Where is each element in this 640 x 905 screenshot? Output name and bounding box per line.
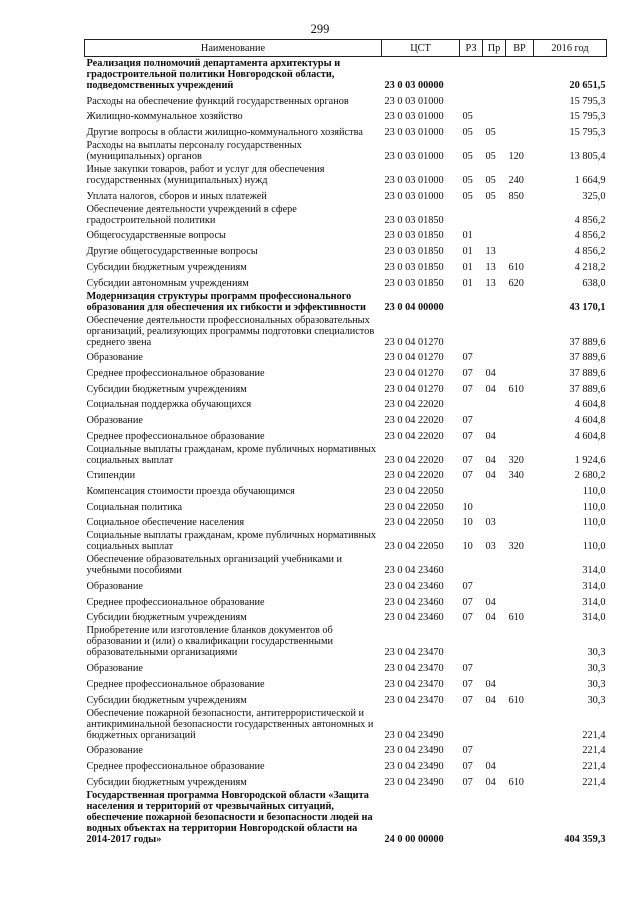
table-body	[85, 57, 607, 846]
cell-amount: 4 856,2	[574, 246, 606, 258]
cell-pr: 04	[485, 367, 496, 379]
cell-pr: 04	[485, 760, 496, 772]
cell-vr	[506, 349, 534, 365]
cell-vr	[506, 707, 534, 742]
table-row	[85, 742, 607, 758]
table-row	[85, 789, 607, 846]
cell-rz: 07	[462, 776, 473, 788]
cell-vr	[506, 108, 534, 124]
cell-name: Обеспечение пожарной безопасности, антитеррористической и антикриминальной безопасности государственных автономных и бюджетных организаций	[86, 707, 374, 741]
cell-pr: 04	[485, 776, 496, 788]
table-row	[85, 57, 607, 93]
page-number: 299	[310, 22, 330, 36]
cell-pr: 04	[485, 596, 496, 608]
table-row	[85, 290, 607, 314]
cell-pr: 04	[485, 694, 496, 706]
cell-vr: 240	[508, 175, 524, 187]
cell-rz: 07	[462, 430, 473, 442]
cell-cst: 23 0 04 22020	[384, 399, 444, 411]
table-row	[85, 242, 607, 258]
cell-rz: 01	[462, 261, 473, 273]
cell-cst: 23 0 03 01850	[384, 214, 444, 226]
cell-vr	[506, 553, 534, 577]
cell-name: Субсидии бюджетным учреждениям	[86, 612, 247, 624]
cell-vr	[506, 364, 534, 380]
cell-amount: 110,0	[582, 541, 606, 553]
cell-name: Стипендии	[86, 470, 136, 482]
table-row	[85, 314, 607, 349]
cell-cst: 23 0 04 01270	[384, 383, 444, 395]
cell-vr	[506, 57, 534, 93]
cell-amount: 221,4	[582, 745, 606, 757]
cell-pr	[483, 482, 506, 498]
cell-cst: 23 0 04 23460	[384, 565, 444, 577]
cell-cst: 23 0 04 22020	[384, 430, 444, 442]
cell-name: Социальное обеспечение населения	[86, 517, 245, 529]
cell-name: Среднее профессиональное образование	[86, 678, 265, 690]
cell-rz: 07	[462, 745, 473, 757]
cell-rz	[460, 290, 483, 314]
table-row	[85, 274, 607, 290]
cell-rz: 10	[462, 501, 473, 513]
cell-vr	[506, 203, 534, 227]
cell-cst: 23 0 04 23460	[384, 596, 444, 608]
table-row	[85, 380, 607, 396]
cell-pr: 04	[485, 678, 496, 690]
cell-vr	[506, 290, 534, 314]
cell-pr	[483, 411, 506, 427]
cell-cst: 23 0 04 23490	[384, 729, 444, 741]
table-row	[85, 427, 607, 443]
cell-cst: 23 0 04 23470	[384, 678, 444, 690]
cell-vr	[506, 227, 534, 243]
table-row	[85, 529, 607, 553]
cell-vr	[506, 427, 534, 443]
cell-vr	[506, 675, 534, 691]
cell-cst: 23 0 04 00000	[384, 301, 444, 313]
cell-amount: 37 889,6	[569, 336, 606, 348]
cell-vr: 610	[508, 612, 524, 624]
header-year: 2016 год	[534, 40, 607, 57]
table-row	[85, 139, 607, 163]
cell-amount: 110,0	[582, 501, 606, 513]
cell-name: Социальные выплаты гражданам, кроме публичных нормативных социальных выплат	[86, 443, 377, 466]
cell-name: Среднее профессиональное образование	[86, 760, 265, 772]
table-row	[85, 624, 607, 659]
cell-name: Субсидии бюджетным учреждениям	[86, 261, 247, 273]
cell-name: Образование	[86, 352, 143, 364]
table-row	[85, 691, 607, 707]
table-row	[85, 108, 607, 124]
cell-amount: 13 805,4	[569, 151, 606, 163]
cell-name: Субсидии бюджетным учреждениям	[86, 776, 247, 788]
cell-rz: 07	[462, 694, 473, 706]
cell-rz: 05	[462, 175, 473, 187]
cell-name: Образование	[86, 581, 143, 593]
cell-pr	[483, 577, 506, 593]
cell-rz: 07	[462, 612, 473, 624]
table-row	[85, 396, 607, 412]
cell-amount: 110,0	[582, 486, 606, 497]
table-row	[85, 553, 607, 577]
cell-vr	[506, 411, 534, 427]
cell-cst: 23 0 03 00000	[384, 80, 444, 91]
cell-amount: 37 889,6	[569, 352, 606, 364]
cell-rz: 07	[462, 414, 473, 426]
cell-rz: 07	[462, 470, 473, 482]
cell-cst: 23 0 04 23460	[384, 581, 444, 593]
cell-rz	[460, 624, 483, 659]
cell-pr	[483, 108, 506, 124]
cell-vr	[506, 498, 534, 514]
cell-pr	[483, 57, 506, 93]
cell-pr	[483, 203, 506, 227]
cell-vr: 610	[508, 383, 524, 395]
cell-cst: 23 0 04 01270	[384, 336, 444, 348]
cell-amount: 1 664,9	[574, 175, 606, 187]
cell-amount: 20 651,5	[569, 80, 606, 91]
cell-cst: 23 0 04 01270	[384, 367, 444, 379]
cell-amount: 15 795,3	[569, 111, 606, 123]
cell-vr: 850	[508, 190, 524, 202]
cell-name: Расходы на выплаты персоналу государственных (муниципальных) органов	[86, 140, 302, 163]
cell-rz	[460, 203, 483, 227]
cell-cst: 23 0 03 01850	[384, 277, 444, 289]
cell-name: Среднее профессиональное образование	[86, 596, 265, 608]
cell-amount: 221,4	[582, 776, 606, 788]
cell-rz: 05	[462, 190, 473, 202]
cell-cst: 24 0 00 00000	[384, 833, 444, 845]
cell-amount: 30,3	[587, 647, 606, 659]
cell-rz	[460, 482, 483, 498]
cell-amount: 325,0	[582, 190, 606, 202]
table-row	[85, 482, 607, 498]
cell-pr	[483, 290, 506, 314]
cell-pr	[483, 314, 506, 349]
cell-amount: 221,4	[582, 760, 606, 772]
cell-name: Социальная поддержка обучающихся	[86, 399, 252, 411]
table-row	[85, 258, 607, 274]
cell-name: Общегосударственные вопросы	[86, 230, 226, 242]
cell-name: Жилищно-коммунальное хозяйство	[86, 111, 243, 123]
cell-rz: 07	[462, 678, 473, 690]
cell-name: Другие общегосударственные вопросы	[86, 246, 258, 258]
cell-name: Обеспечение образовательных организаций учебниками и учебными пособиями	[86, 554, 343, 577]
cell-vr	[506, 482, 534, 498]
cell-rz: 07	[462, 352, 473, 364]
cell-cst: 23 0 03 01850	[384, 261, 444, 273]
cell-rz: 05	[462, 127, 473, 139]
table-header-row	[85, 40, 607, 57]
cell-amount: 4 604,8	[574, 399, 606, 411]
cell-vr	[506, 624, 534, 659]
cell-rz	[460, 789, 483, 846]
cell-amount: 314,0	[582, 581, 606, 593]
cell-vr	[506, 92, 534, 108]
cell-name: Среднее профессиональное образование	[86, 367, 265, 379]
cell-name: Модернизация структуры программ профессионального образования для обеспечения их гибкости и эффективности	[86, 290, 366, 313]
cell-amount: 638,0	[582, 277, 606, 289]
cell-rz: 07	[462, 383, 473, 395]
cell-rz	[460, 553, 483, 577]
cell-vr: 120	[508, 151, 524, 163]
cell-cst: 23 0 04 23490	[384, 745, 444, 757]
cell-cst: 23 0 04 23490	[384, 776, 444, 788]
table-row	[85, 187, 607, 203]
cell-rz: 01	[462, 277, 473, 289]
cell-name: Приобретение или изготовление бланков документов об образовании и (или) о квалификации государственными образовательными организациями	[86, 625, 333, 659]
table-row	[85, 498, 607, 514]
cell-cst: 23 0 03 01850	[384, 246, 444, 258]
table-row	[85, 609, 607, 625]
cell-amount: 2 680,2	[574, 470, 606, 482]
table-row	[85, 364, 607, 380]
cell-cst: 23 0 04 22050	[384, 486, 444, 497]
table-row	[85, 411, 607, 427]
cell-cst: 23 0 04 23470	[384, 694, 444, 706]
cell-vr	[506, 789, 534, 846]
cell-pr	[483, 498, 506, 514]
cell-rz: 10	[462, 517, 473, 529]
cell-name: Государственная программа Новгородской области «Защита населения и территорий от чрезвычайных ситуаций, обеспечение пожарной безопасности и безопасности людей на водных объектах на территории Новгородской области на 2014-2017 годы»	[86, 789, 373, 845]
cell-cst: 23 0 03 01000	[384, 95, 444, 107]
cell-vr	[506, 577, 534, 593]
cell-amount: 37 889,6	[569, 367, 606, 379]
cell-amount: 221,4	[582, 729, 606, 741]
cell-pr: 13	[485, 277, 496, 289]
cell-name: Социальные выплаты гражданам, кроме публичных нормативных социальных выплат	[86, 530, 377, 553]
cell-vr	[506, 593, 534, 609]
table-row	[85, 163, 607, 187]
cell-amount: 37 889,6	[569, 383, 606, 395]
header-rz: РЗ	[460, 40, 483, 57]
cell-amount: 30,3	[587, 663, 606, 675]
cell-cst: 23 0 04 23470	[384, 663, 444, 675]
cell-pr	[483, 789, 506, 846]
cell-vr	[506, 742, 534, 758]
cell-rz	[460, 92, 483, 108]
cell-name: Образование	[86, 663, 143, 675]
cell-name: Уплата налогов, сборов и иных платежей	[86, 190, 267, 202]
cell-pr: 13	[485, 246, 496, 258]
table-row	[85, 349, 607, 365]
cell-rz: 07	[462, 454, 473, 466]
cell-cst: 23 0 04 23490	[384, 760, 444, 772]
cell-amount: 314,0	[582, 596, 606, 608]
cell-name: Субсидии автономным учреждениям	[86, 277, 249, 289]
cell-vr: 320	[508, 454, 524, 466]
cell-name: Среднее профессиональное образование	[86, 430, 265, 442]
cell-pr: 04	[485, 430, 496, 442]
cell-cst: 23 0 03 01000	[384, 111, 444, 123]
cell-vr: 620	[508, 277, 524, 289]
cell-pr	[483, 742, 506, 758]
cell-pr: 04	[485, 454, 496, 466]
cell-pr	[483, 396, 506, 412]
cell-cst: 23 0 04 22020	[384, 414, 444, 426]
cell-vr: 320	[508, 541, 524, 553]
cell-vr	[506, 314, 534, 349]
cell-name: Компенсация стоимости проезда обучающимся	[86, 486, 295, 497]
cell-vr: 340	[508, 470, 524, 482]
table-row	[85, 227, 607, 243]
table-row	[85, 467, 607, 483]
cell-cst: 23 0 04 22020	[384, 454, 444, 466]
cell-cst: 23 0 03 01000	[384, 190, 444, 202]
cell-pr: 05	[485, 127, 496, 139]
cell-rz: 07	[462, 663, 473, 675]
cell-pr	[483, 624, 506, 659]
cell-rz: 01	[462, 230, 473, 242]
cell-amount: 15 795,3	[569, 95, 606, 107]
cell-vr: 610	[508, 261, 524, 273]
cell-rz	[460, 707, 483, 742]
cell-rz: 01	[462, 246, 473, 258]
cell-amount: 314,0	[582, 565, 606, 577]
cell-vr: 610	[508, 694, 524, 706]
cell-cst: 23 0 03 01000	[384, 175, 444, 187]
cell-rz	[460, 57, 483, 93]
cell-pr: 05	[485, 151, 496, 163]
cell-amount: 4 218,2	[574, 261, 606, 273]
table-row	[85, 514, 607, 530]
cell-vr	[506, 757, 534, 773]
cell-cst: 23 0 04 01270	[384, 352, 444, 364]
cell-cst: 23 0 03 01000	[384, 151, 444, 163]
cell-name: Другие вопросы в области жилищно-коммунального хозяйства	[86, 127, 363, 139]
cell-pr: 05	[485, 175, 496, 187]
cell-name: Образование	[86, 745, 143, 757]
cell-rz	[460, 396, 483, 412]
cell-rz: 05	[462, 151, 473, 163]
cell-name: Иные закупки товаров, работ и услуг для обеспечения государственных (муниципальных) нужд	[86, 164, 325, 187]
cell-pr: 04	[485, 612, 496, 624]
cell-vr	[506, 514, 534, 530]
cell-rz: 07	[462, 760, 473, 772]
cell-rz: 07	[462, 581, 473, 593]
cell-name: Социальная политика	[86, 501, 183, 513]
table-row	[85, 203, 607, 227]
cell-pr: 04	[485, 383, 496, 395]
budget-table	[84, 39, 607, 846]
table-row	[85, 443, 607, 467]
cell-pr: 03	[485, 541, 496, 553]
cell-amount: 4 856,2	[574, 214, 606, 226]
table-row	[85, 675, 607, 691]
cell-amount: 15 795,3	[569, 127, 606, 139]
cell-rz: 07	[462, 596, 473, 608]
cell-amount: 4 856,2	[574, 230, 606, 242]
cell-pr: 03	[485, 517, 496, 529]
cell-cst: 23 0 04 22020	[384, 470, 444, 482]
cell-amount: 4 604,8	[574, 430, 606, 442]
cell-amount: 110,0	[582, 517, 606, 529]
table-row	[85, 757, 607, 773]
cell-rz: 07	[462, 367, 473, 379]
table-row	[85, 123, 607, 139]
cell-pr	[483, 349, 506, 365]
cell-cst: 23 0 04 23470	[384, 647, 444, 659]
cell-pr	[483, 659, 506, 675]
cell-rz	[460, 314, 483, 349]
cell-pr	[483, 707, 506, 742]
cell-rz: 05	[462, 111, 473, 123]
table-row	[85, 659, 607, 675]
cell-amount: 30,3	[587, 694, 606, 706]
cell-pr	[483, 553, 506, 577]
cell-name: Субсидии бюджетным учреждениям	[86, 694, 247, 706]
cell-pr	[483, 92, 506, 108]
cell-amount: 30,3	[587, 678, 606, 690]
cell-name: Реализация полномочий департамента архитектуры и градостроительной политики Новгородской области, подведомственных учреждений	[86, 58, 341, 91]
cell-amount: 404 359,3	[564, 833, 606, 845]
cell-pr	[483, 227, 506, 243]
cell-vr	[506, 123, 534, 139]
cell-name: Расходы на обеспечение функций государственных органов	[86, 95, 349, 107]
table-row	[85, 577, 607, 593]
cell-name: Обеспечение деятельности профессиональных образовательных организаций, реализующих программы подготовки специалистов среднего звена	[86, 314, 375, 348]
cell-cst: 23 0 04 22050	[384, 541, 444, 553]
cell-amount: 1 924,6	[574, 454, 606, 466]
cell-amount: 314,0	[582, 612, 606, 624]
cell-amount: 4 604,8	[574, 414, 606, 426]
cell-vr	[506, 659, 534, 675]
cell-amount: 43 170,1	[569, 301, 606, 313]
header-vr: ВР	[506, 40, 534, 57]
cell-cst: 23 0 04 23460	[384, 612, 444, 624]
cell-cst: 23 0 04 22050	[384, 501, 444, 513]
cell-cst: 23 0 04 22050	[384, 517, 444, 529]
cell-name: Субсидии бюджетным учреждениям	[86, 383, 247, 395]
cell-name: Образование	[86, 414, 143, 426]
table-row	[85, 92, 607, 108]
cell-pr: 04	[485, 470, 496, 482]
cell-pr: 13	[485, 261, 496, 273]
header-cst: ЦСТ	[382, 40, 460, 57]
cell-cst: 23 0 03 01850	[384, 230, 444, 242]
cell-rz: 10	[462, 541, 473, 553]
cell-vr	[506, 396, 534, 412]
table-row	[85, 593, 607, 609]
table-row	[85, 707, 607, 742]
cell-pr: 05	[485, 190, 496, 202]
cell-cst: 23 0 03 01000	[384, 127, 444, 139]
header-name: Наименование	[85, 40, 382, 57]
header-pr: Пр	[483, 40, 506, 57]
cell-name: Обеспечение деятельности учреждений в сфере градостроительной политики	[86, 203, 297, 226]
table-row	[85, 773, 607, 789]
cell-vr: 610	[508, 776, 524, 788]
cell-vr	[506, 242, 534, 258]
